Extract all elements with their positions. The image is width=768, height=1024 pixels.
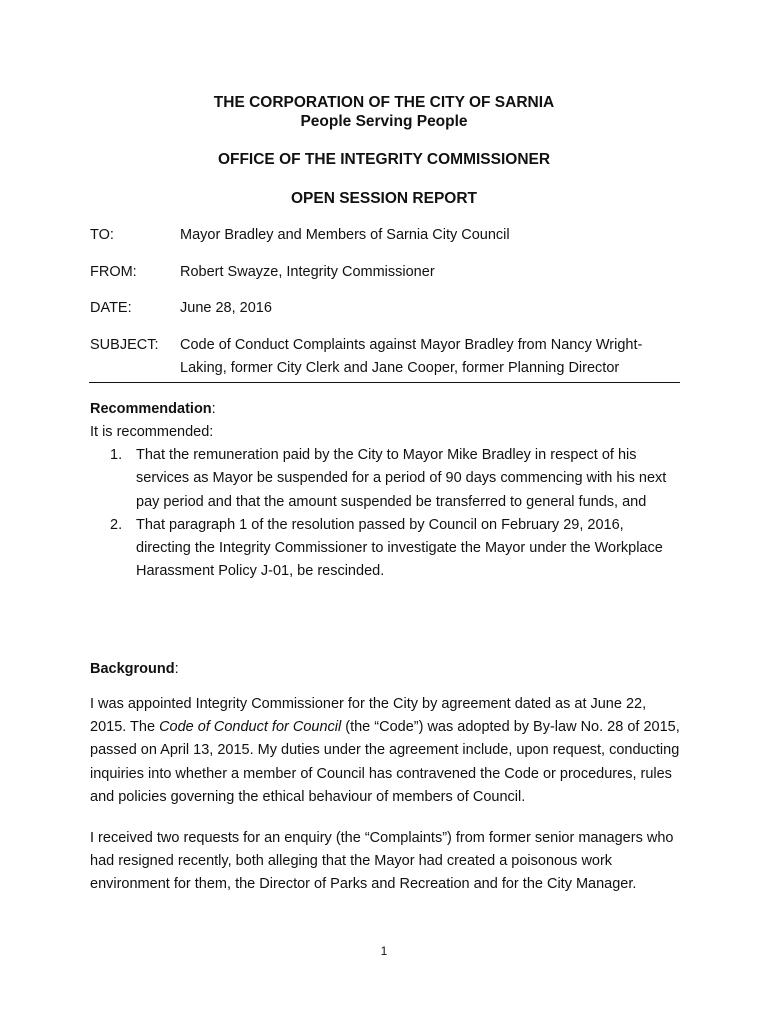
list-item-number: 1. [110,447,123,463]
header-divider [89,382,680,383]
background-p1-end: (the “Code”) was adopted by By-law No. 28 of 2015, passed on April 13, 2015. My duties under the agreement include, upon request, conducting inquiries into whether a member of Council has contravened the Code or procedures, rules and policies governing the ethical behaviour of members of Council. [90,719,680,805]
recommendation-heading-colon: : [211,401,216,417]
from-value: Robert Swayze, Integrity Commissioner [180,264,435,280]
recommendation-list [90,444,680,584]
list-item-text: That the remuneration paid by the City to Mayor Mike Bradley in respect of his services as Mayor be suspended for a period of 90 days commencing with his next pay period and that the amount suspended be transferred to general funds, and [136,447,667,510]
background-p1-start: I was appointed Integrity Commissioner for the City by agreement dated as at June 22, 2015. The [90,696,647,736]
background-paragraph-1 [90,693,680,809]
list-item-text: That paragraph 1 of the resolution passed by Council on February 29, 2016, directing the Integrity Commissioner to investigate the Mayor under the Workplace Harassment Policy J-01, be rescinded. [136,516,663,580]
background-paragraph-2: I received two requests for an enquiry (the “Complaints”) from former senior managers who had resigned recently, both alleging that the Mayor had created a poisonous work environment for them, the Director of Parks and Recreation and for the City Manager. [90,830,674,893]
office-title: OFFICE OF THE INTEGRITY COMMISSIONER [217,151,551,168]
date-label: DATE: [90,300,132,316]
org-title: THE CORPORATION OF THE CITY OF SARNIA [213,94,555,111]
recommendation-heading-text: Recommendation [90,401,212,417]
to-value: Mayor Bradley and Members of Sarnia City Council [180,227,510,243]
background-heading [90,658,680,681]
subject-value: Code of Conduct Complaints against Mayor Bradley from Nancy Wright-Laking, former City Clerk and Jane Cooper, former Planning Director [180,337,643,376]
org-motto: People Serving People [300,113,468,130]
list-item [90,514,680,584]
background-heading-text: Background [90,661,175,677]
list-item [90,444,680,514]
subject-label: SUBJECT: [90,337,159,353]
recommendation-heading [90,398,680,421]
recommendation-intro: It is recommended: [90,424,214,440]
date-value: June 28, 2016 [180,300,272,316]
from-label: FROM: [90,264,137,280]
page-number: 1 [380,944,388,958]
report-type: OPEN SESSION REPORT [290,190,478,207]
to-label: TO: [90,227,114,243]
background-heading-colon: : [174,661,179,677]
code-of-conduct-title: Code of Conduct for Council [159,719,342,736]
list-item-number: 2. [110,516,123,533]
